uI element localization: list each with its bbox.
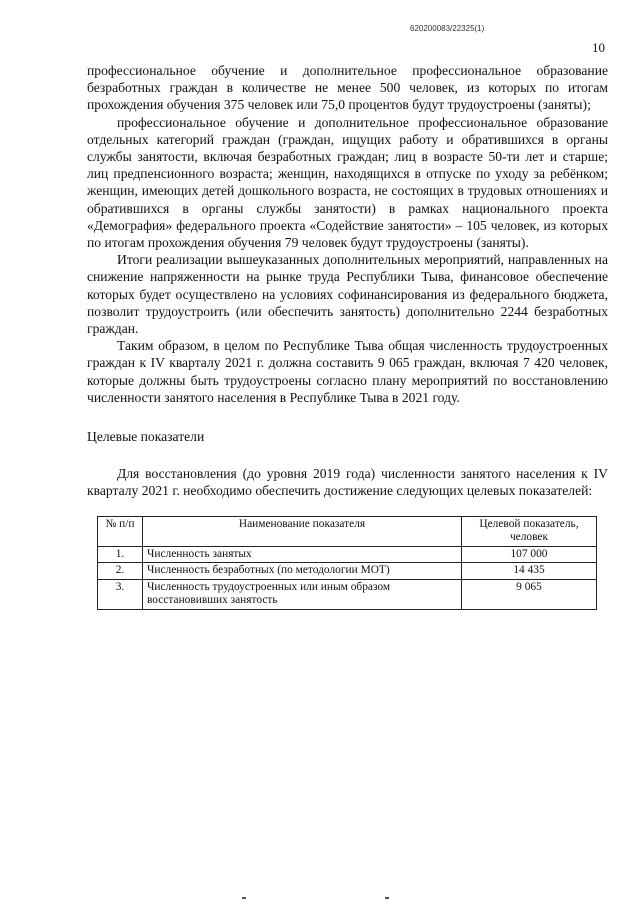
table-row [98, 546, 597, 563]
paragraph-1: профессиональное обучение и дополнительное профессиональное образование безработных граждан в количестве не менее 500 человек, из которых по итогам прохождения обучения 375 человек или 75,0 процентов будут трудоустроены (заняты); [87, 63, 608, 113]
paragraph-4: Таким образом, в целом по Республике Тыва общая численность трудоустроенных граждан к IV кварталу 2021 г. должна составить 9 065 граждан, включая 7 420 человек, которые должны быть трудоустроены согласно плану мероприятий по восстановлению численности занятого населения в Республике Тыва в 2021 году. [87, 338, 608, 405]
scan-dot [242, 897, 246, 899]
header-name: Наименование показателя [143, 516, 462, 546]
row-value: 107 000 [462, 546, 597, 563]
row-value: 9 065 [462, 579, 597, 609]
table-row [98, 563, 597, 580]
row-num: 3. [98, 579, 143, 609]
paragraph-2: профессиональное обучение и дополнительное профессиональное образование отдельных категорий граждан (граждан, ищущих работу и обратившихся в органы службы занятости, включая безработных граждан; лиц в возрасте 50-ти лет и старше; лиц предпенсионного возраста; женщин, находящихся в отпуске по уходу за ребёнком; женщин, имеющих детей дошкольного возраста, не состоящих в трудовых отношениях и обратившихся в органы службы занятости) в рамках национального проекта «Демография» федерального проекта «Содействие занятости» – 105 человек, из которых по итогам прохождения обучения 79 человек будут трудоустроены (заняты). [87, 114, 608, 251]
row-value: 14 435 [462, 563, 597, 580]
row-name: Численность трудоустроенных или иным образом восстановивших занятость [143, 579, 462, 609]
page-number: 10 [592, 40, 605, 55]
row-num: 1. [98, 546, 143, 563]
document-body [87, 62, 608, 610]
table-row [98, 579, 597, 609]
row-num: 2. [98, 563, 143, 580]
document-id: 620200083/22325(1) [410, 24, 485, 33]
row-name: Численность безработных (по методологии МОТ) [143, 563, 462, 580]
table-header-row [98, 516, 597, 546]
header-value: Целевой показатель, человек [462, 516, 597, 546]
scan-marks [0, 895, 640, 901]
paragraph-3: Итоги реализации вышеуказанных дополнительных мероприятий, направленных на снижение напряженности на рынке труда Республики Тыва, финансовое обеспечение которых будет осуществлено на условиях софинансирования из федерального бюджета, позволит трудоустроить (или обеспечить занятость) дополнительно 2244 безработных граждан. [87, 252, 608, 337]
section-title: Целевые показатели [87, 429, 205, 445]
header-num: № п/п [98, 516, 143, 546]
section-intro: Для восстановления (до уровня 2019 года) численности занятого населения к IV кварталу 2021 г. необходимо обеспечить достижение следующих целевых показателей: [87, 466, 608, 499]
scan-dot [385, 897, 389, 899]
row-name: Численность занятых [143, 546, 462, 563]
target-indicators-table [97, 516, 597, 610]
